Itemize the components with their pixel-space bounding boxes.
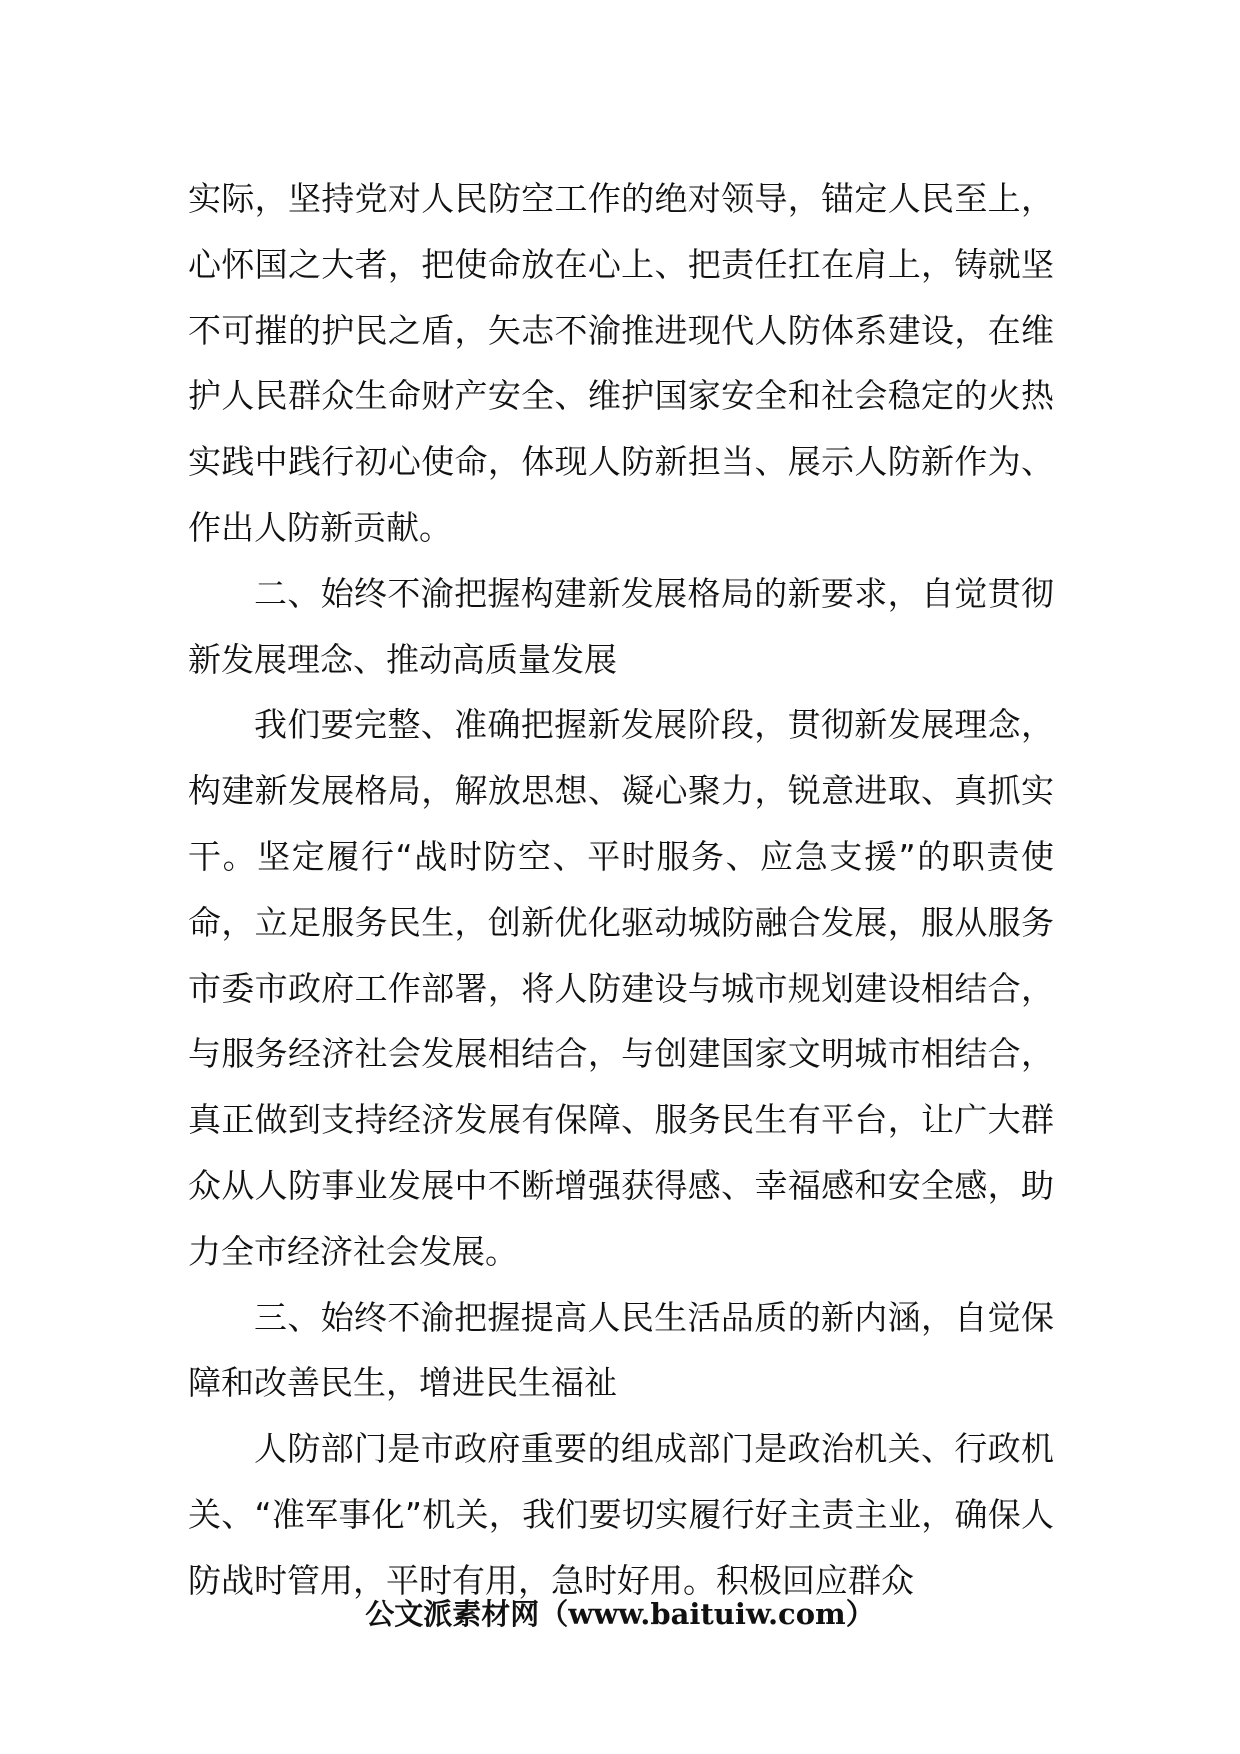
paragraph-section-3: 人防部门是市政府重要的组成部门是政治机关、行政机关、“准军事化”机关，我们要切实履行好主责主业，确保人防战时管用，平时有用，急时好用。积极回应群众 xyxy=(188,1429,1054,1600)
page-footer-watermark: 公文派素材网（www.baituiw.com） xyxy=(365,1597,875,1631)
paragraph-section-2: 我们要完整、准确把握新发展阶段，贯彻新发展理念，构建新发展格局，解放思想、凝心聚力，锐意进取、真抓实干。坚定履行“战时防空、平时服务、应急支援”的职责使命，立足服务民生，创新优化驱动城防融合发展，服从服务市委市政府工作部署，将人防建设与城市规划建设相结合，与服务经济社会发展相结合，与创建国家文明城市相结合，真正做到支持经济发展有保障、服务民生有平台，让广大群众从人防事业发展中不断增强获得感、幸福感和安全感，助力全市经济社会发展。 xyxy=(188,705,1054,1271)
paragraph-continuation: 实际，坚持党对人民防空工作的绝对领导，锚定人民至上，心怀国之大者，把使命放在心上、把责任扛在肩上，铸就坚不可摧的护民之盾，矢志不渝推进现代人防体系建设，在维护人民群众生命财产安全、维护国家安全和社会稳定的火热实践中践行初心使命，体现人防新担当、展示人防新作为、作出人防新贡献。 xyxy=(188,179,1054,547)
section-heading-2: 二、始终不渝把握构建新发展格局的新要求，自觉贯彻新发展理念、推动高质量发展 xyxy=(188,573,1054,679)
section-heading-3: 三、始终不渝把握提高人民生活品质的新内涵，自觉保障和改善民生，增进民生福祉 xyxy=(188,1297,1054,1403)
document-body xyxy=(188,166,1054,1614)
